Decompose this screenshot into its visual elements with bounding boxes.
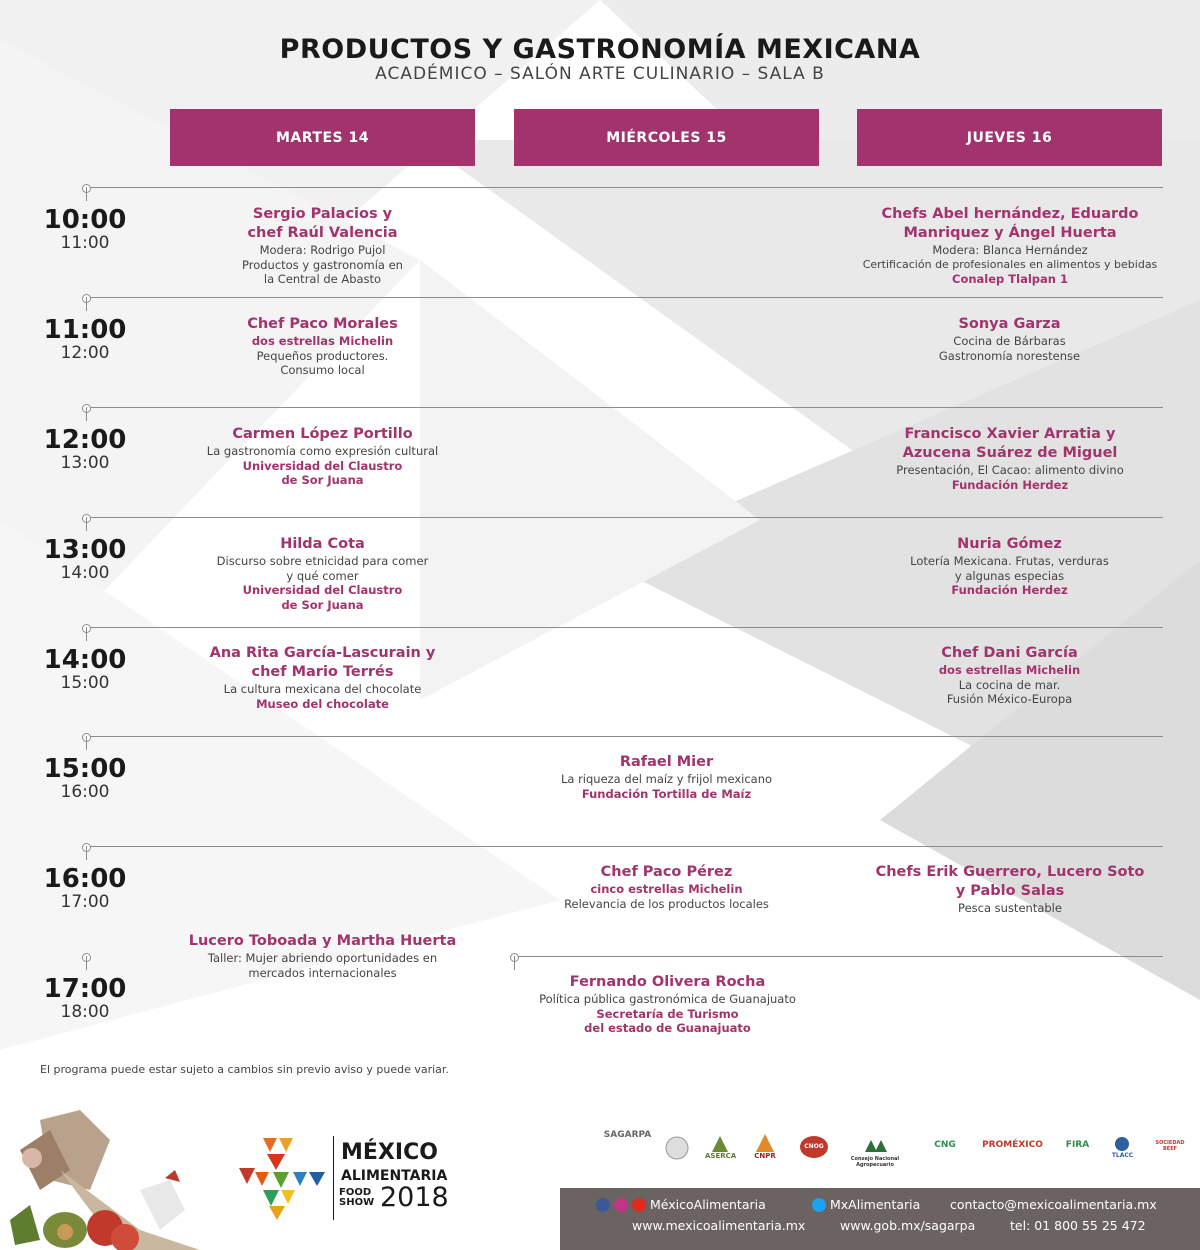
event-card <box>170 425 475 488</box>
event-description: Relevancia de los productos locales <box>564 896 769 911</box>
event-card <box>170 205 475 287</box>
event-organization: Universidad del Claustro de Sor Juana <box>242 458 403 487</box>
time-start: 15:00 <box>43 754 127 784</box>
event-card <box>845 425 1175 492</box>
time-start: 12:00 <box>43 425 127 455</box>
sponsor-logo: TLACC <box>1111 1152 1134 1159</box>
event-speaker: Nuria Gómez <box>957 536 1062 552</box>
event-organization: Museo del chocolate <box>256 696 389 711</box>
instagram-icon <box>614 1198 628 1212</box>
event-description: Productos y gastronomía en la Central de Abasto <box>242 257 403 286</box>
time-start: 16:00 <box>43 864 127 894</box>
brand-year: 2018 <box>380 1182 449 1213</box>
event-speaker: Chefs Erik Guerrero, Lucero Soto y Pablo Salas <box>875 864 1145 899</box>
event-card <box>150 932 495 980</box>
event-distinction: dos estrellas Michelin <box>251 334 394 348</box>
time-slot <box>30 866 140 912</box>
brand-name: MÉXICO <box>341 1140 438 1165</box>
time-end: 17:00 <box>60 892 110 912</box>
event-description: La riqueza del maíz y frijol mexicano <box>560 772 773 786</box>
event-description: Presentación, El Cacao: alimento divino <box>896 463 1124 477</box>
brand-mark-icon <box>233 1132 329 1222</box>
event-card <box>160 644 485 711</box>
facebook-link[interactable] <box>596 1197 766 1212</box>
time-end: 15:00 <box>60 673 110 693</box>
event-card <box>514 863 819 911</box>
page-title: PRODUCTOS Y GASTRONOMÍA MEXICANA <box>279 34 921 65</box>
event-description: Lotería Mexicana. Frutas, verduras y algunas especias <box>910 554 1109 583</box>
brand-show: SHOW <box>339 1197 375 1208</box>
event-speaker: Rafael Mier <box>619 754 714 770</box>
facebook-icon <box>596 1198 610 1212</box>
event-speaker: Lucero Toboada y Martha Huerta <box>188 933 457 949</box>
event-card <box>857 315 1162 363</box>
email-link[interactable]: contacto@mexicoalimentaria.mx <box>950 1197 1157 1212</box>
event-organization: Fundación Tortilla de Maíz <box>581 786 752 801</box>
event-organization: Fundación Herdez <box>951 477 1069 492</box>
timeline-divider <box>86 517 1163 518</box>
event-description: Pequeños productores. Consumo local <box>256 348 389 377</box>
sponsor-logo: SAGARPA <box>603 1130 652 1140</box>
time-start: 11:00 <box>43 315 127 345</box>
event-card <box>857 535 1162 598</box>
event-speaker: Fernando Olivera Rocha <box>569 974 766 990</box>
event-card <box>170 535 475 612</box>
timeline-divider <box>86 736 1163 737</box>
event-speaker: Sonya Garza <box>958 316 1061 332</box>
event-moderator: Modera: Blanca Hernández <box>932 243 1088 257</box>
time-end: 16:00 <box>60 782 110 802</box>
time-slot <box>30 537 140 583</box>
website-link[interactable]: www.mexicoalimentaria.mx <box>632 1218 806 1233</box>
time-end: 14:00 <box>60 563 110 583</box>
timeline-divider <box>86 627 1163 628</box>
day-header-wednesday: MIÉRCOLES 15 <box>514 109 819 166</box>
event-organization: Fundación Herdez <box>951 583 1068 597</box>
event-speaker: Sergio Palacios y chef Raúl Valencia <box>247 206 398 241</box>
time-slot <box>30 427 140 473</box>
brand-food-show <box>339 1188 374 1208</box>
aserca-icon <box>712 1136 728 1152</box>
event-description: La gastronomía como expresión cultural <box>206 444 439 458</box>
cna-icon <box>865 1136 887 1152</box>
time-slot <box>30 207 140 253</box>
sponsor-logo: CNOG <box>800 1136 828 1158</box>
brand-subtitle: ALIMENTARIA <box>341 1168 448 1184</box>
event-card <box>857 644 1162 707</box>
day-header-tuesday: MARTES 14 <box>170 109 475 166</box>
event-description: Certificación de profesionales en alimentos y bebidas <box>862 257 1158 271</box>
event-description: La cultura mexicana del chocolate <box>223 682 422 696</box>
event-description: Política pública gastronómica de Guanajuato <box>539 992 796 1006</box>
event-distinction: cinco estrellas Michelin <box>590 882 743 896</box>
brand-divider <box>333 1136 334 1220</box>
time-end: 12:00 <box>60 343 110 363</box>
event-distinction: dos estrellas Michelin <box>938 663 1081 677</box>
event-card <box>845 863 1175 916</box>
youtube-icon <box>632 1198 646 1212</box>
twitter-link[interactable] <box>812 1197 920 1212</box>
time-start: 17:00 <box>43 974 127 1004</box>
food-illustration <box>0 1110 220 1250</box>
time-slot <box>30 976 140 1022</box>
gov-link[interactable]: www.gob.mx/sagarpa <box>840 1218 976 1233</box>
event-description: La cocina de mar. Fusión México-Europa <box>946 677 1073 706</box>
event-card <box>500 973 835 1036</box>
event-organization: Universidad del Claustro de Sor Juana <box>242 583 403 612</box>
timeline-divider <box>86 846 1163 847</box>
sponsor-logo: ASERCA <box>705 1152 737 1160</box>
time-slot <box>30 317 140 363</box>
event-speaker: Carmen López Portillo <box>232 426 413 442</box>
time-slot <box>30 647 140 693</box>
sponsor-logo: Consejo Nacional Agropecuario <box>850 1156 900 1168</box>
timeline-divider <box>514 956 1163 957</box>
twitter-icon <box>812 1198 826 1212</box>
sponsor-logo: CNG <box>934 1140 956 1150</box>
time-end: 11:00 <box>60 233 110 253</box>
timeline-divider <box>86 956 90 957</box>
disclaimer-note: El programa puede estar sujeto a cambios sin previo aviso y puede variar. <box>40 1063 449 1076</box>
event-speaker: Chefs Abel hernández, Eduardo Manriquez y Ángel Huerta <box>881 206 1139 241</box>
sponsor-logo: FIRA <box>1065 1140 1090 1150</box>
mexico-alimentaria-logo <box>233 1132 463 1222</box>
time-start: 10:00 <box>43 205 127 235</box>
mexico-seal-icon <box>665 1136 689 1160</box>
event-speaker: Ana Rita García-Lascurain y chef Mario Terrés <box>209 645 436 680</box>
event-description: Taller: Mujer abriendo oportunidades en mercados internacionales <box>207 951 438 980</box>
event-speaker: Hilda Cota <box>280 536 365 552</box>
sponsor-logo: PROMÉXICO <box>982 1140 1043 1150</box>
facebook-handle: MéxicoAlimentaria <box>650 1197 766 1212</box>
twitter-handle: MxAlimentaria <box>830 1197 921 1212</box>
time-slot <box>30 756 140 802</box>
sponsor-logos <box>590 1130 1190 1170</box>
event-card <box>845 205 1175 287</box>
event-description: Pesca sustentable <box>958 901 1062 915</box>
event-organization: Secretaría de Turismo del estado de Guanajuato <box>584 1006 751 1035</box>
sponsor-logo: SOCIEDAD BEEF <box>1155 1140 1185 1152</box>
event-speaker: Chef Paco Pérez <box>600 864 733 880</box>
event-speaker: Chef Dani García <box>941 645 1078 661</box>
event-moderator: Modera: Rodrigo Pujol <box>259 243 386 257</box>
timeline-divider <box>86 297 1163 298</box>
event-card <box>514 753 819 801</box>
event-organization: Conalep Tlalpan 1 <box>952 272 1068 286</box>
day-header-thursday: JUEVES 16 <box>857 109 1162 166</box>
time-start: 13:00 <box>43 535 127 565</box>
time-end: 18:00 <box>60 1002 110 1022</box>
phone-number: tel: 01 800 55 25 472 <box>1010 1218 1146 1233</box>
sponsor-logo: CNPR <box>754 1152 776 1160</box>
cnpr-icon <box>756 1134 774 1152</box>
time-start: 14:00 <box>43 645 127 675</box>
event-speaker: Francisco Xavier Arratia y Azucena Suárez de Miguel <box>902 426 1118 461</box>
timeline-divider <box>86 407 1163 408</box>
event-speaker: Chef Paco Morales <box>247 316 398 332</box>
page-subtitle: ACADÉMICO – SALÓN ARTE CULINARIO – SALA B <box>375 64 825 84</box>
event-description: Cocina de Bárbaras Gastronomía norestense <box>938 334 1081 363</box>
tlacc-icon <box>1114 1136 1130 1152</box>
timeline-divider <box>86 187 1163 188</box>
time-end: 13:00 <box>60 453 110 473</box>
event-description: Discurso sobre etnicidad para comer y qué comer <box>216 554 429 583</box>
event-card <box>170 315 475 378</box>
brand-food: FOOD <box>339 1187 372 1198</box>
